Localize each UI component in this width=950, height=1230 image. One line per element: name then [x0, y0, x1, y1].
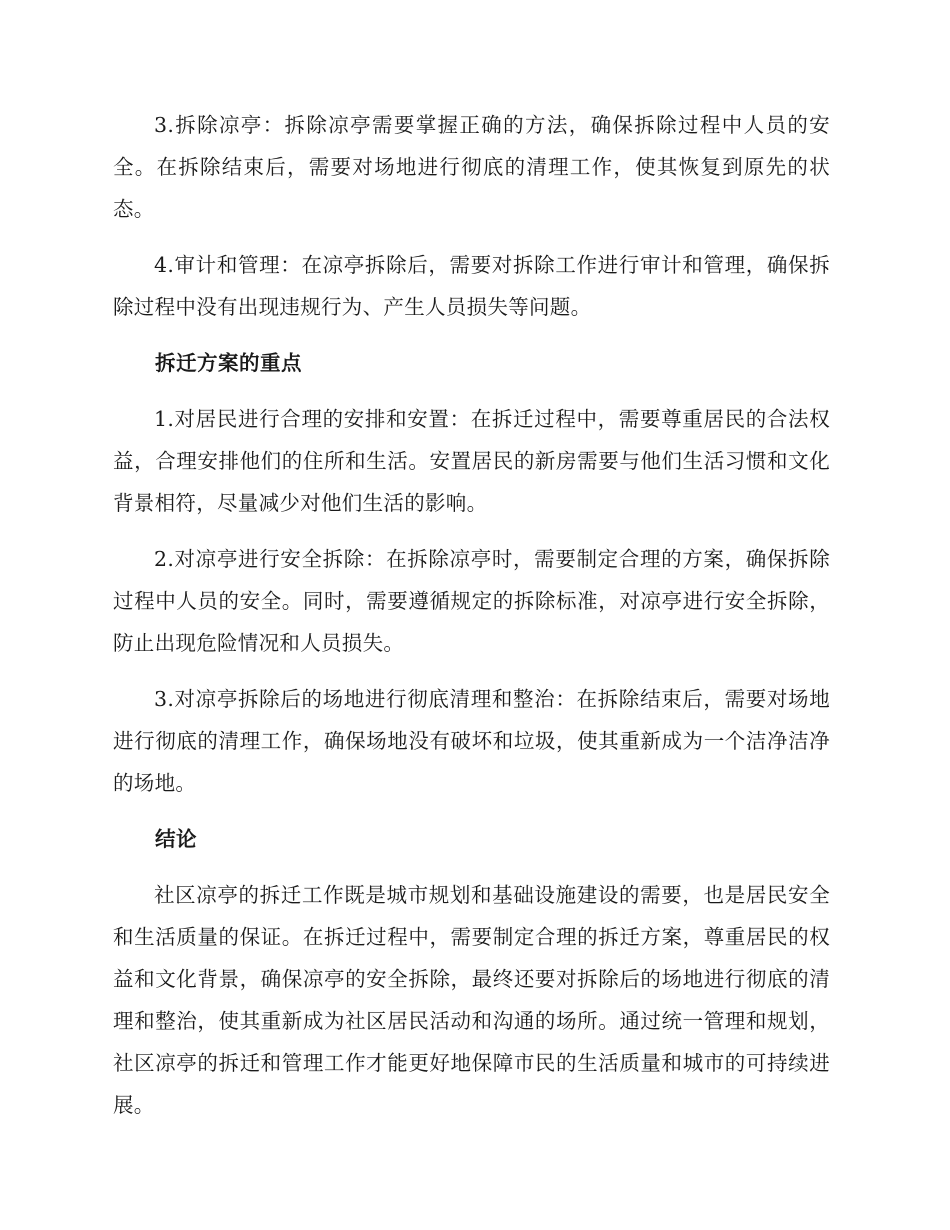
paragraph-demolish-pavilion: 3.拆除凉亭：拆除凉亭需要掌握正确的方法，确保拆除过程中人员的安全。在拆除结束后，需要对场地进行彻底的清理工作，使其恢复到原先的状态。: [113, 113, 830, 221]
paragraph-site-cleanup: 3.对凉亭拆除后的场地进行彻底清理和整治：在拆除结束后，需要对场地进行彻底的清理工作，确保场地没有破坏和垃圾，使其重新成为一个洁净洁净的场地。: [113, 687, 830, 795]
paragraph-safe-demolition: 2.对凉亭进行安全拆除：在拆除凉亭时，需要制定合理的方案，确保拆除过程中人员的安全。同时，需要遵循规定的拆除标准，对凉亭进行安全拆除，防止出现危险情况和人员损失。: [113, 547, 830, 655]
section-heading-key-points: 拆迁方案的重点: [155, 351, 302, 375]
paragraph-audit-management: 4.审计和管理：在凉亭拆除后，需要对拆除工作进行审计和管理，确保拆除过程中没有出现违规行为、产生人员损失等问题。: [113, 253, 830, 319]
section-heading-conclusion: 结论: [155, 827, 197, 851]
paragraph-resident-resettlement: 1.对居民进行合理的安排和安置：在拆迁过程中，需要尊重居民的合法权益，合理安排他们的住所和生活。安置居民的新房需要与他们生活习惯和文化背景相符，尽量减少对他们生活的影响。: [113, 407, 830, 515]
paragraph-conclusion: 社区凉亭的拆迁工作既是城市规划和基础设施建设的需要，也是居民安全和生活质量的保证。在拆迁过程中，需要制定合理的拆迁方案，尊重居民的权益和文化背景，确保凉亭的安全拆除，最终还要对拆除后的场地进行彻底的清理和整治，使其重新成为社区居民活动和沟通的场所。通过统一管理和规划，社区凉亭的拆迁和管理工作才能更好地保障市民的生活质量和城市的可持续进展。: [113, 883, 830, 1117]
